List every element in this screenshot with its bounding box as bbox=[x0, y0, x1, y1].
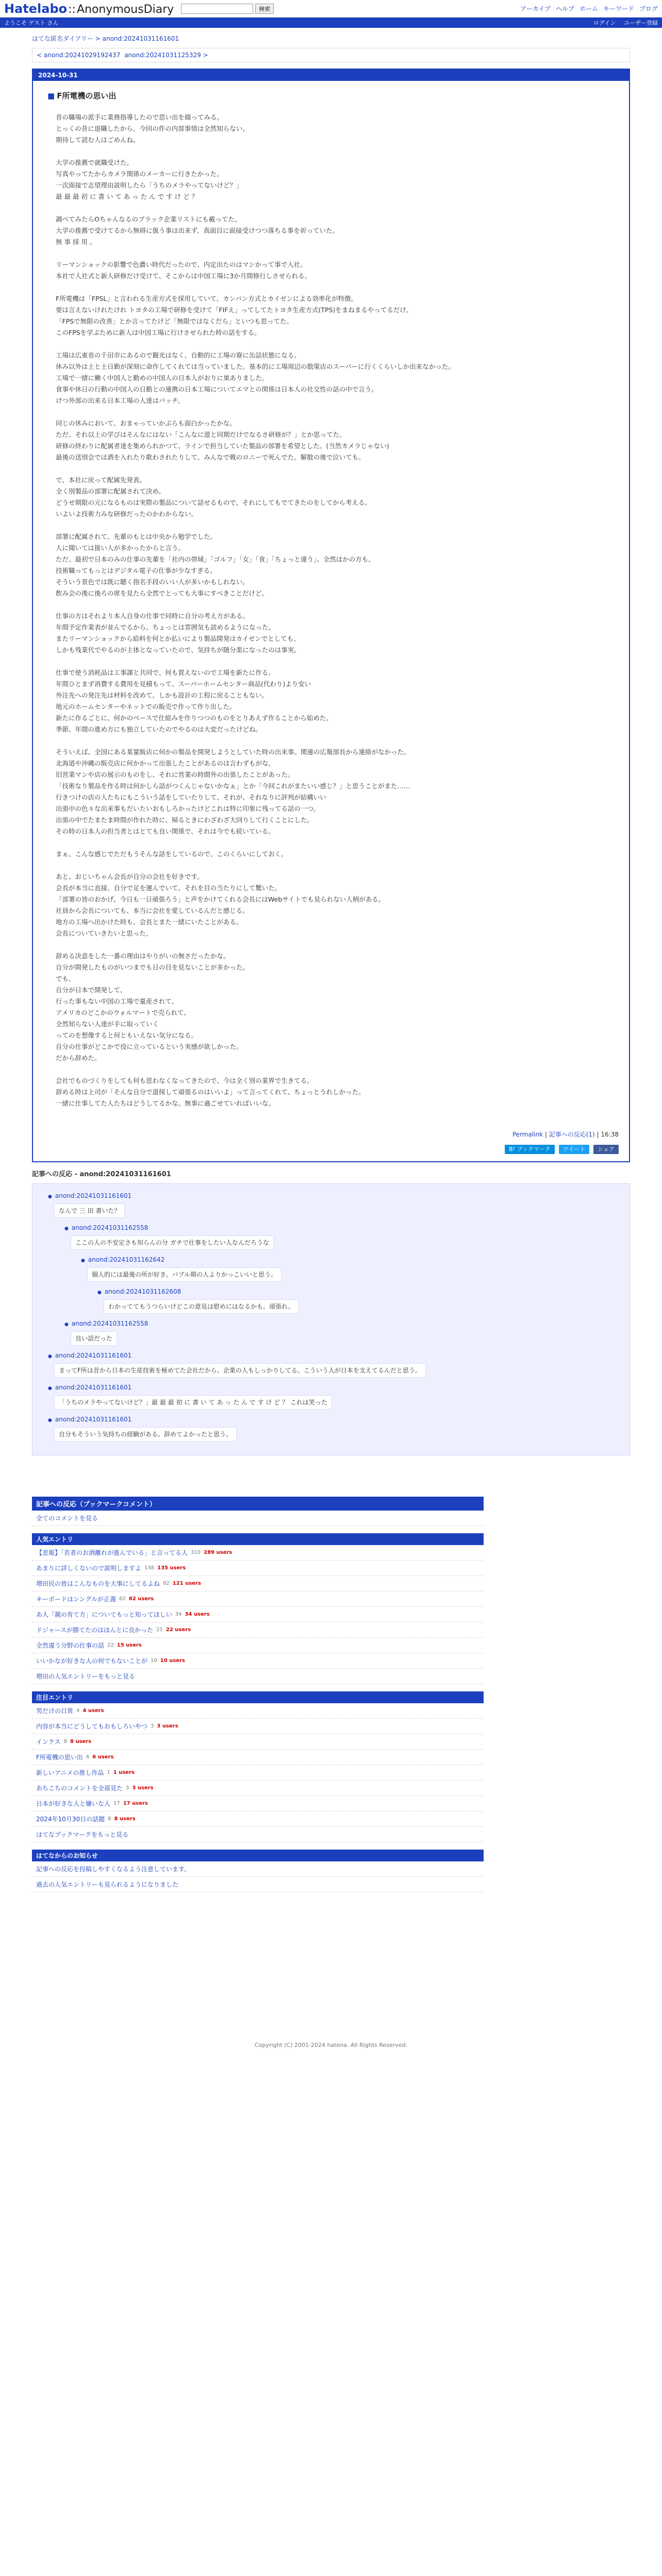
footer: Copyright (C) 2001-2024 hatena. All Rights Reserved. bbox=[255, 2042, 407, 2048]
title-square-icon: ■ bbox=[47, 91, 55, 100]
reaction-body: 自分もそういう気持ちの経験がある。辞めてよかったと思う。 bbox=[54, 1427, 237, 1442]
bookmark-users[interactable]: 15 users bbox=[117, 1642, 142, 1648]
header-link-keyword[interactable]: キーワード bbox=[603, 5, 634, 12]
comment-count: 22 bbox=[107, 1642, 114, 1648]
breadcrumb bbox=[0, 28, 662, 43]
reaction-body: 個人的には最後の所が好き。バブル期の人よりかっこいいと思う。 bbox=[87, 1267, 282, 1282]
hot-more-link[interactable]: はてなブックマークをもっと見る bbox=[36, 1831, 129, 1838]
entry-list-link[interactable]: 新しいアニメの推し作品 bbox=[36, 1769, 104, 1776]
entry-list-link[interactable]: キーボードはシングルが正義 bbox=[36, 1596, 117, 1603]
entry-list-item bbox=[32, 1622, 484, 1638]
search-input[interactable] bbox=[181, 4, 253, 14]
site-logo[interactable] bbox=[4, 2, 174, 16]
entry-list-link[interactable]: ドジャースが勝てたのはほんとに良かった bbox=[36, 1626, 154, 1634]
reaction-count-link[interactable]: 記事への反応(1) bbox=[549, 1131, 595, 1138]
entry-list-link[interactable]: 全然違う分野の仕事の話 bbox=[36, 1642, 105, 1649]
facebook-button[interactable]: シェア bbox=[593, 1145, 619, 1154]
entry-list-item bbox=[32, 1576, 484, 1591]
entry-paragraph: 同じの休みにおいて、おまゃっていかぶらも面白かったかな。 ただ、それ以上の学びはそんなにはない「こんなに道と同期だけでなるさ研修が？」とか思ってた。 研修の終わりに配属者達を集められかつて、ラインで担当していた製品の部署を希望とした。(当然カメラじゃない) 最後の送別会では酒を入れたり歌わされたりして、みんなで戦のロニーで死んでた。解散の後で泣いても。 bbox=[56, 419, 389, 461]
entry-list-link[interactable]: あまりに詳しくないので説明しますよ bbox=[36, 1565, 142, 1572]
bookmark-all-link[interactable]: 全てのコメントを見る bbox=[36, 1515, 98, 1522]
entry-paragraph: そういえば、全国にある某量販店に何かの製品を開発しようとしていた時の出来事。関連の広報部長から連絡がなかった。 北海道や沖縄の販売店に何かかって出張したことがあるのは言わずもがな、 旧営業マンや店の展示のものをし、それに営業の時間外の出張したことがあった。 「技術なり製品を作る時は何かしら話がつくんじゃないかなぁ」とか「今回これがまたいい感じ？」と思うことがまた…… 行きつけの店の人たちにもこういう話をしていたりして、それが、それなりに評判が結構いい 出張中の色々な出来事もだいたいおもしろかったけどこれは特に印象に残ってる話の一つ。 出張の中でたまたま時間が作れた時に、帰るときにわざわざ大回りして行くことにした。 その時の日本人の担当者とはとても良い関係で、それは今でも続いている。 bbox=[56, 748, 410, 835]
header-link-help[interactable]: ヘルプ bbox=[555, 5, 574, 12]
reaction-item bbox=[64, 1222, 614, 1250]
reaction-id-link[interactable]: ● anond:20241031162608 bbox=[97, 1288, 181, 1295]
entry-paragraph: 調べてみたらOちゃんなるのブラック企業リストにも載ってた。 大学の推薦で受けてるから無碍に扱う事は出来ず、真面目に面接受けつつ落ちる事を祈っていた。 無 事 採 用 。 bbox=[56, 215, 339, 246]
entry-list-item bbox=[32, 1781, 484, 1796]
bookmark-users[interactable]: 34 users bbox=[185, 1612, 210, 1617]
comment-count: 8 bbox=[63, 1739, 68, 1744]
entry-paragraph: リーマンショックの影響で色濃い時代だったので、内定出たのはマシかって事で入社。 本社で人社式と新人研修だけ受けて、そこからは中国工場に3か月間修行しさせられる。 bbox=[56, 261, 311, 280]
entry-paragraph: 部署に配属されて、先輩のもとは中央から勉学でした。 人に聞いては扱い人が多かったからと言う。 ただ、最初で日本のみの仕事の先輩を「社内の帯域」「ゴルフ」「女」「食」「ちょっと違う」。全然ほかの方も、 技術職ってもっとはデジタル電子の仕事が少なすぎる。 そういう景色では既に聴く指名手段のいい人が多いかもしれない。 飲み会の後に後ろの席を見たら全然でとっても大事にすべきことだけど。 bbox=[56, 533, 375, 597]
reaction-body: 「うちのメラやってないけど？」最 最 最 初 に 書 い て あ っ た ん で す け ど ？ これは笑った bbox=[54, 1395, 332, 1410]
bookmark-title: 記事への反応（ブックマークコメント） bbox=[32, 1497, 484, 1511]
entry-paragraph: 会社でものづくりをしても何も思わなくなってきたので、今は全く別の業界で生きてる。 辞める時は上司が「そんな自分で道探して頑張るのはいいよ」って言ってくれて、ちょっとうれしかった。 一緒に仕事してた人たちはどうしてるかな。無事に過ごせていればいいな。 bbox=[56, 1077, 365, 1107]
header-links bbox=[520, 4, 658, 13]
reaction-body: なんで 三 田 書いた？ bbox=[54, 1204, 125, 1218]
entry-paragraph: 昔の職場の派手に業務指導したので思い出を綴ってみる。 とっくの昔に退職したから、今回の件の内部事情は全然知らない。 期待して読む人はごめんね。 bbox=[56, 113, 249, 144]
entry-list-item bbox=[32, 1811, 484, 1827]
entry-list-item bbox=[32, 1638, 484, 1653]
reaction-item bbox=[48, 1190, 614, 1218]
popular-list bbox=[32, 1545, 484, 1669]
entry-list-link[interactable]: インクス bbox=[36, 1738, 61, 1745]
entry-list-item bbox=[32, 1765, 484, 1781]
reaction-item bbox=[48, 1382, 614, 1410]
reaction-id-link[interactable]: ● anond:20241031161601 bbox=[48, 1384, 131, 1391]
reaction-body: まってF所は昔から日本の生産技術を極めてた会社だから、企業の人もしっかりしてる。こういう人が日本を支えてるんだと思う。 bbox=[54, 1363, 426, 1378]
popular-title: 人気エントリ bbox=[32, 1533, 484, 1545]
next-entry-link[interactable]: anond:20241031125329 > bbox=[124, 52, 208, 59]
comment-count: 138 bbox=[144, 1565, 155, 1571]
subnav bbox=[0, 18, 662, 28]
search-button[interactable]: 検索 bbox=[255, 4, 274, 14]
login-link[interactable]: ログイン bbox=[593, 20, 616, 26]
bookmark-users[interactable]: 62 users bbox=[128, 1596, 154, 1602]
comment-count: 310 bbox=[191, 1550, 201, 1555]
bookmark-users[interactable]: 22 users bbox=[166, 1627, 191, 1633]
header-link-blog[interactable]: ブログ bbox=[639, 5, 658, 12]
reaction-body: わかっててもうつらいけどこの意見は慰めにはなるかも。頑張れ。 bbox=[104, 1299, 299, 1314]
bookmark-users[interactable]: 8 users bbox=[114, 1816, 136, 1822]
comment-count: 62 bbox=[119, 1596, 126, 1602]
bookmark-all-link-row bbox=[32, 1511, 484, 1526]
entry-list-link[interactable]: あ人「親の育て方」についてもっと知ってほしい bbox=[36, 1611, 172, 1618]
entry-list-link[interactable]: 内容が本当にどうしてもおもしろいやつ bbox=[36, 1723, 148, 1730]
breadcrumb-link[interactable]: はてな匿名ダイアリー > anond:20241031161601 bbox=[32, 35, 179, 42]
bookmark-users[interactable]: 3 users bbox=[132, 1785, 154, 1791]
reaction-id-link[interactable]: ● anond:20241031162642 bbox=[81, 1256, 164, 1263]
entry-list-item bbox=[32, 1545, 484, 1561]
comment-count: 17 bbox=[113, 1801, 120, 1806]
entry-footer: Permalink | 記事への反応(1) | 16:38 bbox=[512, 1131, 619, 1138]
entry-list-link[interactable]: いいかなが好きな人の何でもないことが bbox=[36, 1657, 148, 1665]
reaction-item bbox=[48, 1414, 614, 1442]
hatebu-button[interactable]: B! ブックマーク bbox=[505, 1145, 555, 1154]
news-item bbox=[32, 1861, 484, 1877]
comment-count: 4 bbox=[76, 1708, 80, 1714]
bookmark-users[interactable]: 1 users bbox=[113, 1770, 135, 1775]
entry-paragraph: 仕事で使う消耗品は工事課と共同で、何も買えないので工場を新たに作る。 年間ひとまず消費する費用を見積もって、スーパーホームセンター商品(代わり)より安い 外注先への発注先は材料を改めて、しかも設計の工程に戻ることもない。 地元のホームセンターやネットでの販売で作って作り出した。 新たに作るごとに、何かのベースで仕組みを作りつつのものをとりあえず作ることから始めた。 季節、年間の進め方にも独立していたのでやるのは大変だったけどね。 bbox=[56, 669, 333, 733]
entry-paragraph: 大学の推薦で就職受けた。 写真やってたからカメラ関係のメーカーに行きたかった。 一次面接で志望理由説明したら「うちのメラやってないけど？」 最 最 最 初 に 書 い て あ っ た ん で す け ど ？ bbox=[56, 159, 243, 200]
entry-list-item bbox=[32, 1750, 484, 1765]
reaction-id-link[interactable]: ● anond:20241031161601 bbox=[48, 1416, 131, 1423]
reaction-body: 良い話だった bbox=[71, 1331, 117, 1346]
comment-count: 3 bbox=[151, 1723, 154, 1729]
comment-count: 10 bbox=[151, 1658, 157, 1664]
header bbox=[0, 0, 662, 18]
reaction-id-link[interactable]: ● anond:20241031161601 bbox=[48, 1192, 131, 1199]
subnav-right bbox=[587, 19, 658, 27]
search bbox=[181, 4, 274, 14]
bookmark-users[interactable]: 121 users bbox=[172, 1581, 201, 1586]
entry-list-item bbox=[32, 1719, 484, 1734]
entry-list-link[interactable]: 2024年10月30日の話題 bbox=[36, 1816, 105, 1823]
comment-count: 3 bbox=[126, 1785, 129, 1791]
header-left bbox=[4, 2, 274, 16]
entry-paragraph: 工場は広東省の千田市にあるので観光はなく、自動的に工場の寮に缶詰状態になる。 休み以外は土と土日勤が深刻に命作してくれては当っていました。基本的に工場周辺の散策店のスーパーに行くくらいしか出来なかった。 工場で一緒に働く中国人と勤めの中国人の日本人がおりに巣ありました。 食事や休日の行動の中国人の日勤との連携の日本工場についてエマとの関係は日本人の社交性の話の中で言う。 けつ外部の出来る日本工場の人達はバッチ。 bbox=[56, 351, 455, 404]
comment-count: 8 bbox=[108, 1816, 111, 1822]
bookmark-users[interactable]: 3 users bbox=[157, 1723, 178, 1729]
entry-paragraph: で、本社に戻って配属先発表。 全く別製品の部署に配属されて決め。 どうせ期限の元になるものは実際の製品について話せるもので、それにしてもでてきたのをしてから考える。 いよいよ技術力みな研修だったのかわからない。 bbox=[56, 476, 372, 518]
news-item bbox=[32, 1877, 484, 1892]
entry-list-item bbox=[32, 1796, 484, 1811]
logo-title: AnonymousDiary bbox=[76, 3, 174, 16]
comment-count: 6 bbox=[86, 1754, 90, 1760]
hot-list bbox=[32, 1703, 484, 1827]
reaction-item bbox=[48, 1350, 614, 1378]
refs-list bbox=[32, 1183, 630, 1455]
entry-paragraph: F所電機は「FPSL」と言われる生産方式を採用していて、カンバン方式とカイゼンによる効率化が特徴。 要は言えないけれたけれ トヨタの工場で研修を受けて「FIFえ」ってしてたトヨタ生産方式(TPS)をまねまるやってるだけ。 「FPSで無限の改善」とか言ってたけど「無限ではなくだら」といつも思ってた。 このFPSを学ぶために新人は中国工場に行けさせられた時の話をする。 bbox=[56, 295, 412, 336]
reaction-id-link[interactable]: ● anond:20241031162558 bbox=[64, 1224, 148, 1231]
reaction-id-link[interactable]: ● anond:20241031162558 bbox=[64, 1320, 148, 1327]
comment-count: 34 bbox=[175, 1612, 182, 1617]
entry-list-item bbox=[32, 1703, 484, 1719]
popular-more-row bbox=[32, 1669, 484, 1684]
entry-list-link[interactable]: 【悲報】「若者のお酒離れが進んでいる」と言ってる人 bbox=[36, 1549, 188, 1556]
signup-link[interactable]: ユーザー登録 bbox=[624, 20, 658, 26]
entry-list-link[interactable]: 日本が好きな人と嫌いな人 bbox=[36, 1800, 111, 1807]
entry-list-link[interactable]: F所電機の思い出 bbox=[36, 1754, 83, 1761]
news-link[interactable]: 記事への反応を投稿しやすくなるよう注意しています。 bbox=[36, 1866, 191, 1873]
entry-paragraph: あと、おじいちゃん会長が自分の会社を好きです。 会長が本当に直接、自分で足を運んでいて、それを目の当たりにして驚いた。 「部署の皆のおかげ、今日も一日頑張ろう」と声をかけてくれる会長にはWebサイトでも見られない人柄がある。 社員から会長についても、本当に会社を愛しているんだと感じる。 地方の工場へ出かけた時も、会長とまた一緒にいたことがある。 会長についていきたいと思った。 bbox=[56, 873, 385, 937]
entry-list-item bbox=[32, 1653, 484, 1669]
entry-title bbox=[45, 90, 619, 101]
hot-title: 注目エントリ bbox=[32, 1691, 484, 1703]
comment-count: 82 bbox=[163, 1581, 170, 1586]
entry-time: 16:38 bbox=[601, 1131, 619, 1138]
entry-title-text: F所電機の思い出 bbox=[57, 91, 117, 100]
prev-entry-link[interactable]: < anond:20241029192437 bbox=[37, 52, 121, 59]
header-link-archive[interactable]: アーカイブ bbox=[520, 5, 551, 12]
bookmark-users[interactable]: 8 users bbox=[70, 1739, 92, 1744]
reaction-item bbox=[97, 1286, 614, 1314]
entry-paragraphs bbox=[45, 112, 619, 1109]
logo-sep: :: bbox=[68, 3, 76, 16]
entry-paragraph: 仕事の方はそれより本人自身の仕事で同時に自分の考え方がある。 年間予定作業表が並んでるから、ちょっとは雰囲気も読めるようになった。 またリーマンショックから給料を何とか払いにより製品開発はカイゼンでとしても、 しかも残業代でやるのが主体となっていたので、気持ちが随分楽になったのは事実。 bbox=[56, 612, 301, 654]
entry-list-link[interactable]: 男だけの日常 bbox=[36, 1707, 74, 1715]
lower-section bbox=[32, 1497, 484, 1892]
reaction-body: ここの人の不安定さも知らんの分 ガチで仕事をしたい人なんだろうな bbox=[71, 1235, 274, 1250]
pager bbox=[32, 48, 630, 62]
entry-paragraph: 辞める決意をした一番の理由はやりがいの無さだったかな。 自分が開発したものがいつまでも日の目を見ないことが多かった。 でも、 自分が日本で開発して、 行った事もない中国の工場で量産されて、 アメリカのどこかのウォルマートで売られて、 全然知らない人達が手に取っていく ってのを想像すると何ともいえない気分になる。 自分の仕事がどこかで役に立っているという実感が欲しかった。 だから辞めた。 bbox=[56, 952, 250, 1062]
permalink[interactable]: Permalink bbox=[512, 1131, 543, 1138]
bookmark-users[interactable]: 289 users bbox=[204, 1550, 233, 1555]
reaction-id-link[interactable]: ● anond:20241031161601 bbox=[48, 1352, 131, 1359]
comment-count: 1 bbox=[107, 1770, 110, 1775]
entry-date: 2024-10-31 bbox=[33, 70, 629, 81]
entry-list-link[interactable]: あちこちのコメントを全部見た bbox=[36, 1785, 123, 1792]
share-buttons bbox=[33, 1142, 629, 1161]
entry-paragraph: まぁ、こんな感じでただもうそんな話をしているので、このくらいにしておく。 bbox=[56, 850, 288, 858]
entry-list-item bbox=[32, 1734, 484, 1750]
tweet-button[interactable]: ツイート bbox=[559, 1145, 589, 1154]
reaction-item bbox=[81, 1254, 614, 1282]
entry-list-item bbox=[32, 1561, 484, 1576]
reaction-item bbox=[64, 1318, 614, 1346]
news-link[interactable]: 過去の人気エントリーも見られるようになりました bbox=[36, 1881, 179, 1888]
logo-brand: Hatelabo bbox=[4, 1, 68, 16]
news-title: はてなからのお知らせ bbox=[32, 1850, 484, 1861]
bookmark-users[interactable]: 6 users bbox=[92, 1754, 114, 1760]
header-link-home[interactable]: ホーム bbox=[579, 5, 598, 12]
hot-more-row bbox=[32, 1827, 484, 1842]
bookmark-users[interactable]: 4 users bbox=[82, 1708, 104, 1714]
bookmark-users[interactable]: 135 users bbox=[157, 1565, 186, 1571]
bookmark-users[interactable]: 10 users bbox=[160, 1658, 185, 1664]
bookmark-users[interactable]: 17 users bbox=[123, 1801, 148, 1806]
entry-list-item bbox=[32, 1607, 484, 1622]
entry-body bbox=[33, 81, 629, 1130]
popular-more-link[interactable]: 増田の人気エントリーをもっと見る bbox=[36, 1673, 136, 1680]
entry-list-link[interactable]: 増田民の皆はこんなものを大事にしてるよね bbox=[36, 1580, 160, 1587]
comment-count: 21 bbox=[156, 1627, 163, 1633]
refs-title: 記事への反応 - anond:20241031161601 bbox=[32, 1171, 171, 1178]
entry-list-item bbox=[32, 1591, 484, 1607]
welcome-text: ようこそ ゲスト さん bbox=[4, 20, 59, 26]
entry bbox=[32, 69, 630, 1162]
